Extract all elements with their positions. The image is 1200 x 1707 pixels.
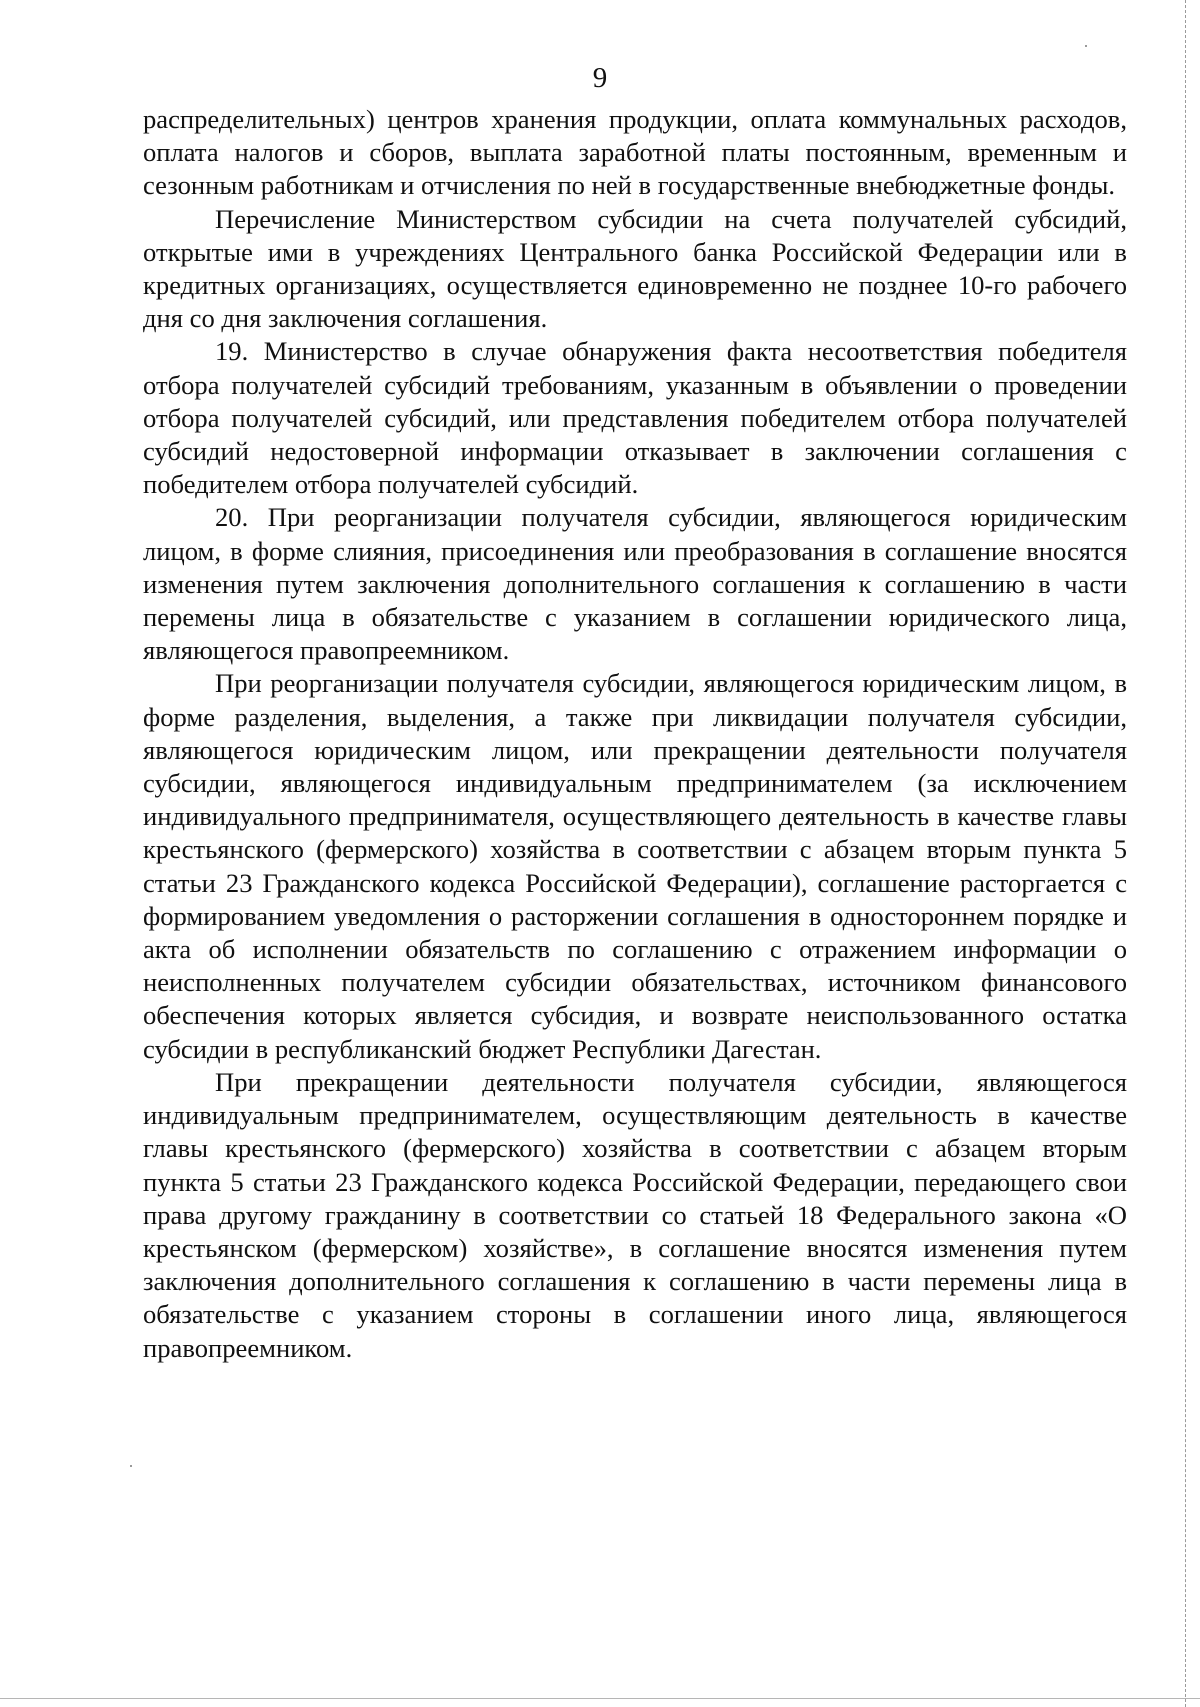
- paragraph-continuation: распределительных) центров хранения продукции, оплата коммунальных расходов, оплата налогов и сборов, выплата заработной платы постоянным, временным и сезонным работникам и отчисления по ней в государственные внебюджетные фонды.: [143, 104, 1127, 201]
- scan-edge-bottom: [0, 1697, 1200, 1699]
- scan-edge-right: [1184, 0, 1186, 1707]
- scan-speck: [1085, 45, 1087, 47]
- paragraph-reorganization: При реорганизации получателя субсидии, являющегося юридическим лицом, в форме разделения, выделения, а также при ликвидации получателя субсидии, являющегося юридическим лицом, или прекращении деятельности получателя субсидии, являющегося индивидуальным предпринимателем (за исключением индивидуального предпринимателя, осуществляющего деятельность в качестве главы крестьянского (фермерского) хозяйства в соответствии с абзацем вторым пункта 5 статьи 23 Гражданского кодекса Российской Федерации), соглашение расторгается с формированием уведомления о расторжении соглашения в одностороннем порядке и акта об исполнении обязательств по соглашению с отражением информации о неисполненных получателем субсидии обязательствах, источником финансового обеспечения которых является субсидия, и возврате неиспользованного остатка субсидии в республиканский бюджет Республики Дагестан.: [143, 668, 1127, 1064]
- paragraph-clause-19: 19. Министерство в случае обнаружения факта несоответствия победителя отбора получателей субсидий требованиям, указанным в объявлении о проведении отбора получателей субсидий, или представления победителем отбора получателей субсидий недостоверной информации отказывает в заключении соглашения с победителем отбора получателей субсидий.: [143, 336, 1127, 500]
- page-number: 9: [592, 62, 608, 94]
- paragraph-termination: При прекращении деятельности получателя субсидии, являющегося индивидуальным предпринимателем, осуществляющим деятельность в качестве главы крестьянского (фермерского) хозяйства в соответствии с абзацем вторым пункта 5 статьи 23 Гражданского кодекса Российской Федерации, передающего свои права другому гражданину в соответствии со статьей 18 Федерального закона «О крестьянском (фермерском) хозяйстве», в соглашение вносятся изменения путем заключения дополнительного соглашения к соглашению в части перемены лица в обязательстве с указанием стороны в соглашении иного лица, являющегося правопреемником.: [143, 1066, 1127, 1363]
- document-body: [143, 103, 1127, 1365]
- paragraph-transfer: Перечисление Министерством субсидии на счета получателей субсидий, открытые ими в учреждениях Центрального банка Российской Федерации или в кредитных организациях, осуществляется единовременно не позднее 10-го рабочего дня со дня заключения соглашения.: [143, 203, 1127, 334]
- scan-speck: [130, 1465, 132, 1467]
- paragraph-clause-20: 20. При реорганизации получателя субсидии, являющегося юридическим лицом, в форме слияния, присоединения или преобразования в соглашение вносятся изменения путем заключения дополнительного соглашения к соглашению в части перемены лица в обязательстве с указанием в соглашении юридического лица, являющегося правопреемником.: [143, 502, 1127, 666]
